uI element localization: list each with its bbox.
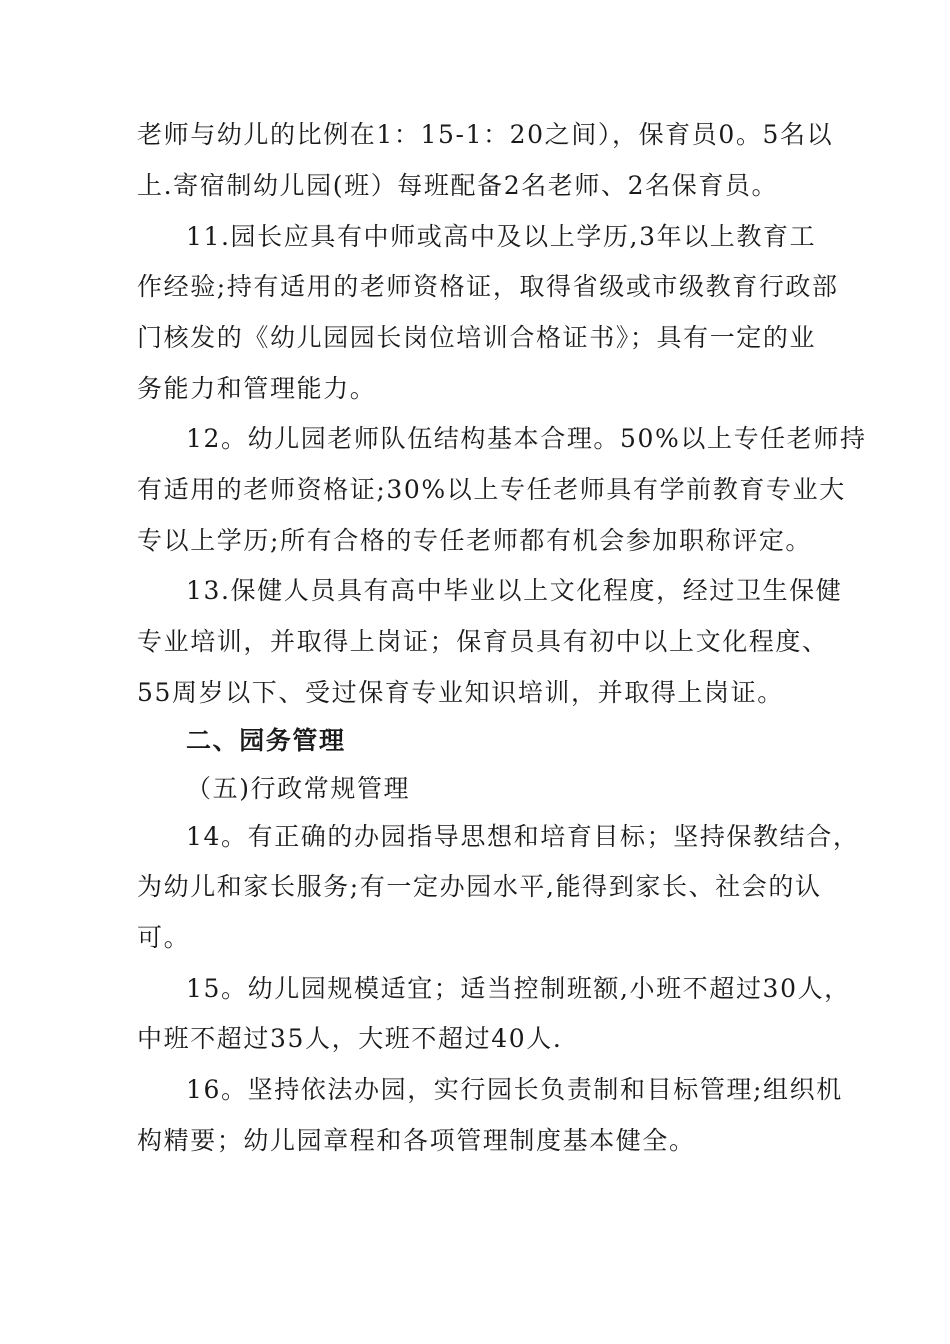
text-line: 16。坚持依法办园，实行园长负责制和目标管理;组织机 bbox=[186, 1075, 843, 1104]
text-line: 上.寄宿制幼儿园(班）每班配备2名老师、2名保育员。 bbox=[137, 171, 779, 200]
text-line: 12。幼儿园老师队伍结构基本合理。50%以上专任老师持 bbox=[186, 424, 867, 453]
text-line: 13.保健人员具有高中毕业以上文化程度，经过卫生保健 bbox=[186, 576, 843, 605]
text-line: 作经验;持有适用的老师资格证，取得省级或市级教育行政部 bbox=[137, 272, 839, 301]
text-line: 15。幼儿园规模适宜；适当控制班额,小班不超过30人， bbox=[186, 974, 851, 1003]
text-line: 为幼儿和家长服务;有一定办园水平,能得到家长、社会的认 bbox=[137, 872, 822, 901]
text-line: 有适用的老师资格证;30%以上专任老师具有学前教育专业大 bbox=[137, 475, 846, 504]
text-line: 11.园长应具有中师或高中及以上学历,3年以上教育工 bbox=[186, 222, 817, 251]
text-line: 构精要；幼儿园章程和各项管理制度基本健全。 bbox=[137, 1126, 696, 1155]
text-line: 14。有正确的办园指导思想和培育目标；坚持保教结合， bbox=[186, 822, 860, 851]
text-line: 55周岁以下、受过保育专业知识培训，并取得上岗证。 bbox=[137, 678, 784, 707]
section-heading: 二、园务管理 bbox=[186, 726, 346, 755]
text-line: 专业培训，并取得上岗证；保育员具有初中以上文化程度、 bbox=[137, 627, 829, 656]
subsection-heading: （五)行政常规管理 bbox=[186, 774, 411, 803]
text-line: 务能力和管理能力。 bbox=[137, 374, 377, 403]
text-line: 中班不超过35人，大班不超过40人. bbox=[137, 1024, 563, 1053]
text-line: 可。 bbox=[137, 923, 191, 952]
text-line: 专以上学历;所有合格的专任老师都有机会参加职称评定。 bbox=[137, 526, 813, 555]
text-line: 老师与幼儿的比例在1：15-1：20之间），保育员0。5名以 bbox=[137, 120, 834, 149]
text-line: 门核发的《幼儿园园长岗位培训合格证书》；具有一定的业 bbox=[137, 323, 817, 352]
